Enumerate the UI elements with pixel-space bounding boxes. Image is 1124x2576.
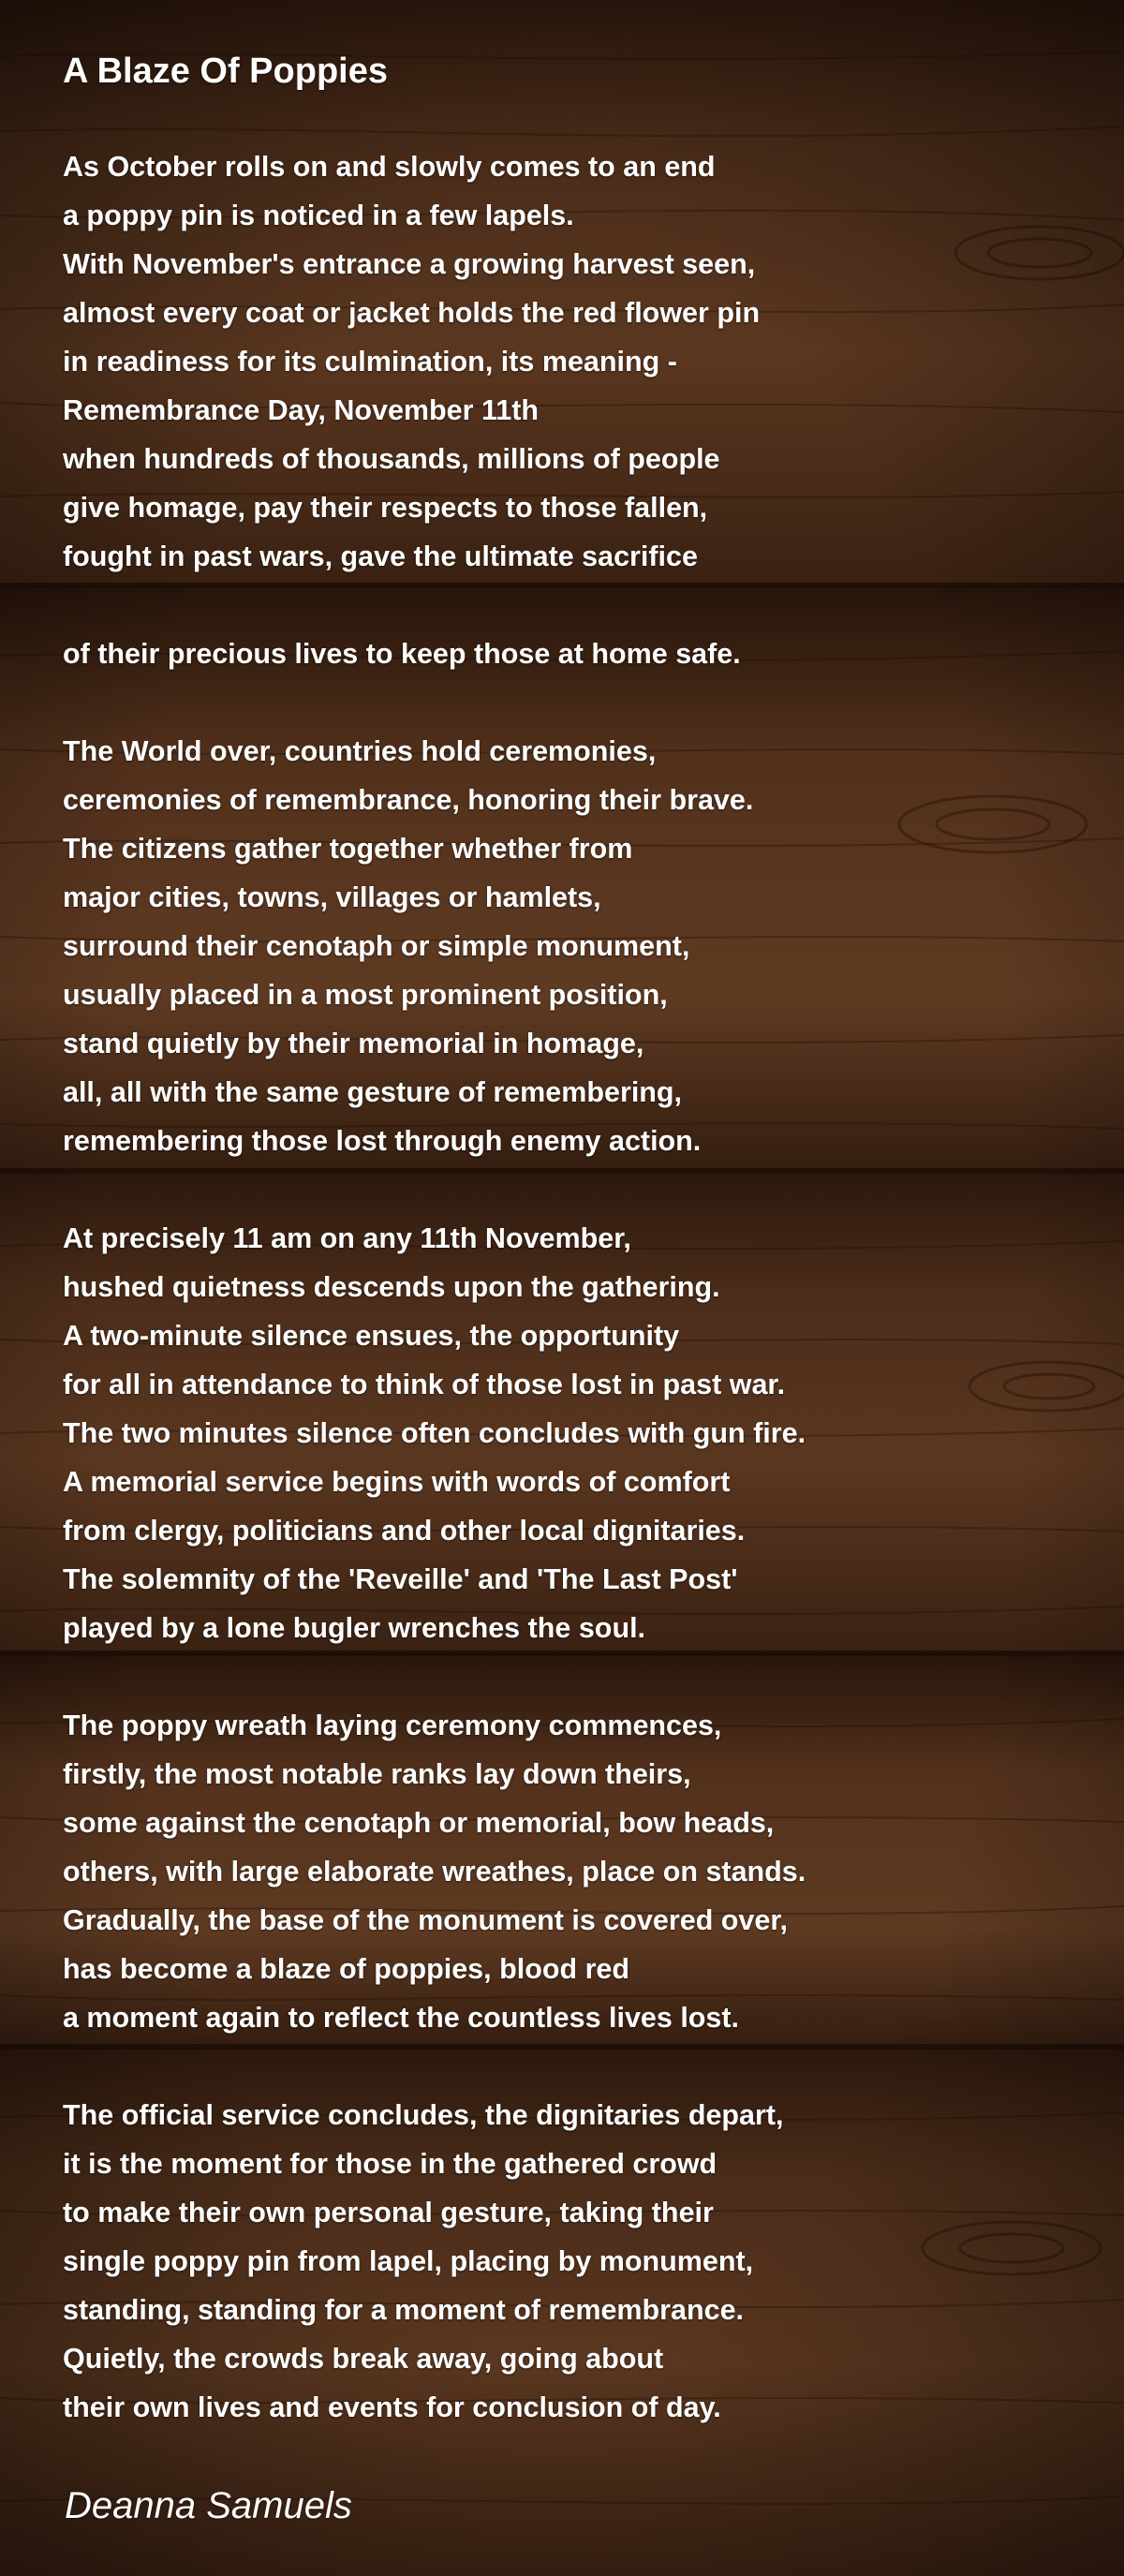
poem-line: hushed quietness descends upon the gathering. [63, 1271, 720, 1303]
poem-line: Quietly, the crowds break away, going about [63, 2343, 664, 2375]
poem-line: The citizens gather together whether from [63, 833, 633, 865]
poem-line: The solemnity of the 'Reveille' and 'The Last Post' [63, 1563, 738, 1595]
poem-line: At precisely 11 am on any 11th November, [63, 1222, 631, 1254]
stanza [63, 629, 1074, 678]
poem-line: in readiness for its culmination, its meaning - [63, 346, 677, 378]
poem-line: of their precious lives to keep those at home safe. [63, 638, 741, 670]
poem-line: firstly, the most notable ranks lay down theirs, [63, 1758, 691, 1790]
poem-line: their own lives and events for conclusion of day. [63, 2391, 721, 2423]
poem-line: a moment again to reflect the countless lives lost. [63, 2002, 740, 2034]
poem-line: stand quietly by their memorial in homage, [63, 1028, 644, 1059]
stanza-break [63, 581, 1074, 629]
poem-line: major cities, towns, villages or hamlets, [63, 881, 601, 913]
poem-line: surround their cenotaph or simple monument, [63, 930, 690, 962]
poem-title: A Blaze Of Poppies [63, 52, 388, 91]
stanza [63, 1701, 1074, 2042]
poem-author: Deanna Samuels [65, 2485, 352, 2526]
poem-line: Remembrance Day, November 11th [63, 394, 539, 426]
poem-line: give homage, pay their respects to those fallen, [63, 492, 708, 524]
poem [63, 47, 1074, 2432]
poem-line: has become a blaze of poppies, blood red [63, 1953, 630, 1985]
poem-line: usually placed in a most prominent position, [63, 979, 668, 1011]
poem-line: With November's entrance a growing harvest seen, [63, 248, 756, 280]
poem-line: fought in past wars, gave the ultimate sacrifice [63, 540, 698, 572]
poem-line: Gradually, the base of the monument is covered over, [63, 1904, 789, 1936]
stanza [63, 142, 1074, 581]
poem-line: The poppy wreath laying ceremony commences, [63, 1710, 722, 1741]
stanza-break [63, 678, 1074, 727]
poem-body [63, 142, 1074, 2432]
stanza [63, 727, 1074, 1165]
poem-line: all, all with the same gesture of remembering, [63, 1076, 683, 1108]
poem-line: As October rolls on and slowly comes to an end [63, 151, 716, 183]
poem-line: a poppy pin is noticed in a few lapels. [63, 200, 574, 231]
stanza-break [63, 1165, 1074, 1214]
stanza [63, 2091, 1074, 2432]
poem-line: to make their own personal gesture, taking their [63, 2197, 714, 2228]
stanza-break [63, 1652, 1074, 1701]
poem-line: The World over, countries hold ceremonies, [63, 735, 657, 767]
stanza [63, 1214, 1074, 1652]
poem-line: from clergy, politicians and other local dignitaries. [63, 1515, 746, 1547]
poem-line: when hundreds of thousands, millions of people [63, 443, 720, 475]
poem-line: others, with large elaborate wreathes, place on stands. [63, 1856, 806, 1888]
poem-line: ceremonies of remembrance, honoring their brave. [63, 784, 754, 816]
poem-line: A memorial service begins with words of comfort [63, 1466, 731, 1498]
stanza-break [63, 2042, 1074, 2091]
poem-line: played by a lone bugler wrenches the soul. [63, 1612, 646, 1644]
poem-line: The two minutes silence often concludes with gun fire. [63, 1417, 806, 1449]
poem-line: it is the moment for those in the gathered crowd [63, 2148, 717, 2180]
poem-line: remembering those lost through enemy action. [63, 1125, 702, 1157]
poem-line: single poppy pin from lapel, placing by monument, [63, 2245, 754, 2277]
poem-line: for all in attendance to think of those lost in past war. [63, 1369, 786, 1400]
poem-line: The official service concludes, the dignitaries depart, [63, 2099, 784, 2131]
poem-line: A two-minute silence ensues, the opportunity [63, 1320, 680, 1352]
poem-line: standing, standing for a moment of remembrance. [63, 2294, 745, 2326]
poem-line: some against the cenotaph or memorial, bow heads, [63, 1807, 775, 1839]
poem-line: almost every coat or jacket holds the red flower pin [63, 297, 761, 329]
